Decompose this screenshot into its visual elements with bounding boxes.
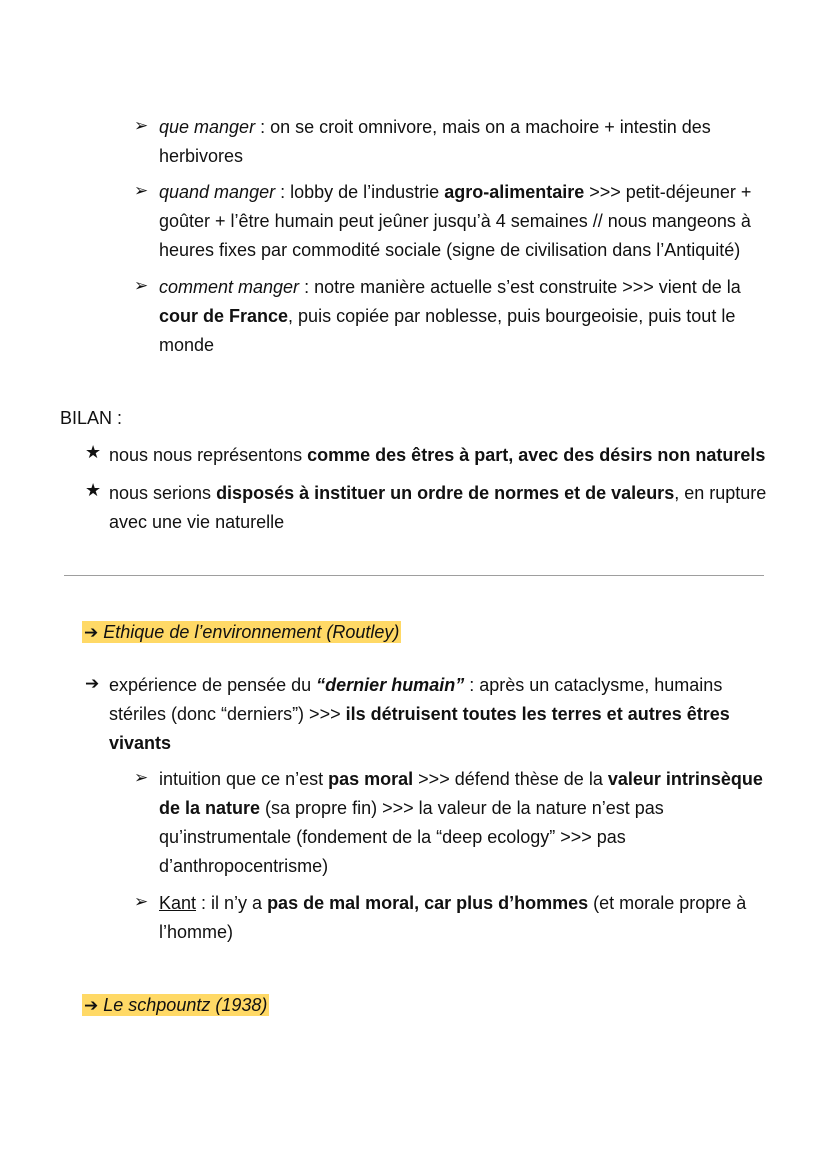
bilan-item-text: nous serions disposés à instituer un ordre de normes et de valeurs, en rupture avec une vie naturelle — [109, 483, 767, 532]
heading-text: Ethique de l’environnement (Routley) — [103, 622, 400, 642]
bilan-item-text: nous nous représentons comme des êtres à part, avec des désirs non naturels — [109, 445, 766, 465]
arrow-icon: ➔ — [85, 674, 100, 693]
horizontal-rule — [64, 575, 764, 576]
arrow-icon: ➔ — [84, 996, 99, 1015]
point-text: expérience de pensée du “dernier humain” : après un cataclysme, humains stériles (donc “derniers”) >>> ils détruisent toutes les terres et autres êtres vivants — [109, 675, 730, 753]
item-text: quand manger : lobby de l’industrie agro-alimentaire >>> petit-déjeuner + goûter + l’être humain peut jeûner jusqu’à 4 semaines // nous mangeons à heures fixes par commodité sociale (signe de civilisation dans l’Antiquité) — [159, 182, 752, 260]
author-name: Kant — [159, 893, 197, 913]
bilan-title: BILAN : — [60, 408, 123, 428]
item-term: comment manger — [159, 277, 300, 297]
sub-bullet-icon: ➢ — [134, 892, 149, 911]
schpountz-heading — [82, 991, 269, 1020]
sub-bullet-icon: ➢ — [134, 276, 149, 295]
item-term: quand manger — [159, 182, 276, 202]
item-term: que manger — [159, 117, 256, 137]
star-icon: ★ — [85, 442, 102, 462]
subitem-text: Kant : il n’y a pas de mal moral, car plus d’hommes (et morale propre à l’homme) — [159, 893, 747, 942]
sub-bullet-icon: ➢ — [134, 768, 149, 787]
star-icon: ★ — [85, 480, 102, 500]
subitem-text: intuition que ce n’est pas moral >>> défend thèse de la valeur intrinsèque de la nature (sa propre fin) >>> la valeur de la nature n’est pas qu’instrumentale (fondement de la “deep ecology” >>> pas d’anthropocentrisme) — [159, 769, 763, 876]
item-text: comment manger : notre manière actuelle s’est construite >>> vient de la cour de France, puis copiée par noblesse, puis bourgeoisie, puis tout le monde — [159, 277, 741, 355]
heading-text: Le schpountz (1938) — [103, 995, 268, 1015]
ethique-heading — [82, 618, 401, 647]
arrow-icon: ➔ — [84, 623, 99, 642]
item-text: que manger : on se croit omnivore, mais on a machoire + intestin des herbivores — [159, 117, 711, 166]
sub-bullet-icon: ➢ — [134, 181, 149, 200]
sub-bullet-icon: ➢ — [134, 116, 149, 135]
